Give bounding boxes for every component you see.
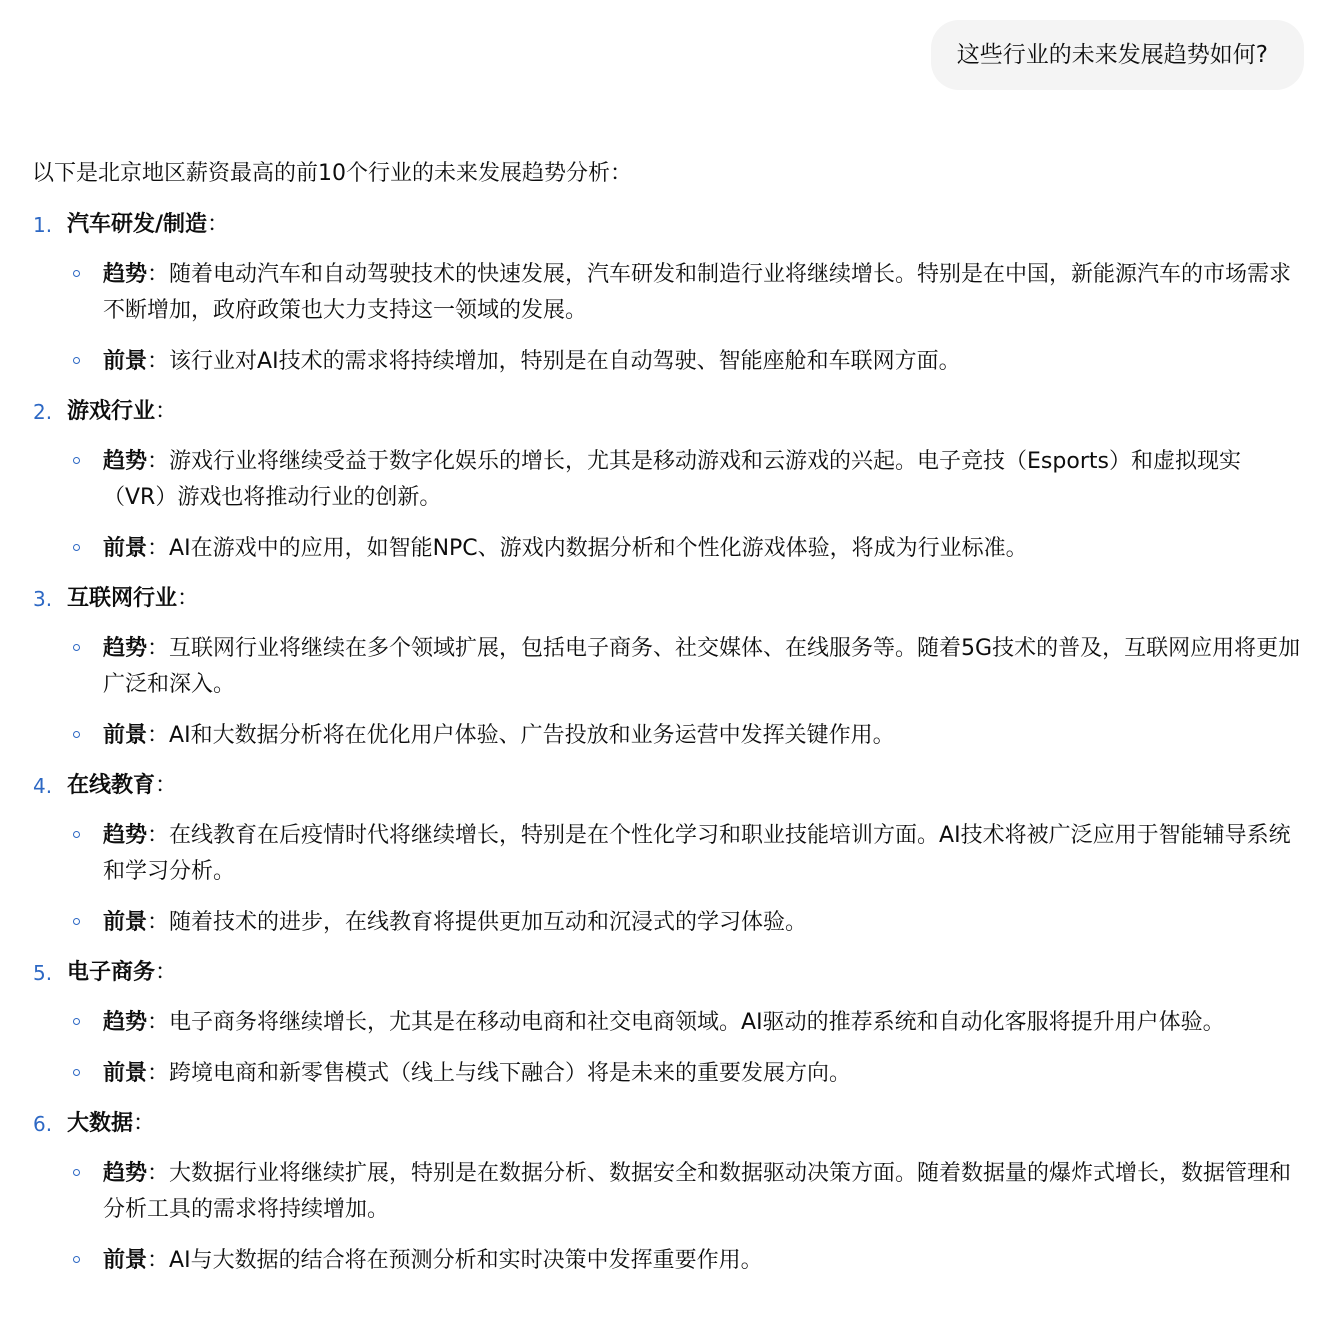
point-text: AI和大数据分析将在优化用户体验、广告投放和业务运营中发挥关键作用。 <box>169 723 895 748</box>
point-text: 互联网行业将继续在多个领域扩展，包括电子商务、社交媒体、在线服务等。随着5G技术的普及，互联网应用将更加广泛和深入。 <box>103 636 1301 697</box>
industry-item <box>32 580 1304 754</box>
bullet-circle-icon <box>73 357 80 364</box>
list-number: 2. <box>33 400 53 424</box>
point-separator: ： <box>147 1161 170 1186</box>
heading-colon: ： <box>177 586 200 611</box>
heading-colon: ： <box>207 212 230 237</box>
industry-points <box>32 257 1304 380</box>
bullet-circle-icon <box>73 918 80 925</box>
point-separator: ： <box>147 449 170 474</box>
industry-item <box>32 393 1304 567</box>
trend-point <box>32 1156 1304 1228</box>
list-number: 1. <box>33 213 53 237</box>
outlook-point <box>32 344 1304 380</box>
point-label: 趋势 <box>103 636 148 661</box>
point-label: 趋势 <box>103 1161 148 1186</box>
industry-heading <box>32 393 1304 431</box>
industry-title: 大数据 <box>67 1111 134 1136</box>
list-number: 5. <box>33 961 53 985</box>
point-text: 随着电动汽车和自动驾驶技术的快速发展，汽车研发和制造行业将继续增长。特别是在中国，新能源汽车的市场需求不断增加，政府政策也大力支持这一领域的发展。 <box>103 262 1292 323</box>
industry-title: 汽车研发/制造 <box>67 212 208 237</box>
bullet-circle-icon <box>73 457 80 464</box>
industry-heading <box>32 767 1304 805</box>
trend-point <box>32 444 1304 516</box>
point-separator: ： <box>147 823 170 848</box>
user-message-bubble <box>931 20 1304 90</box>
industry-title: 游戏行业 <box>67 399 156 424</box>
point-separator: ： <box>147 262 170 287</box>
assistant-response <box>32 155 1304 1292</box>
list-number: 4. <box>33 774 53 798</box>
heading-colon: ： <box>155 960 178 985</box>
list-number: 6. <box>33 1112 53 1136</box>
heading-colon: ： <box>155 399 178 424</box>
point-label: 趋势 <box>103 823 148 848</box>
bullet-circle-icon <box>73 1169 80 1176</box>
trend-point <box>32 1005 1304 1041</box>
bullet-circle-icon <box>73 731 80 738</box>
point-label: 趋势 <box>103 262 148 287</box>
outlook-point <box>32 1056 1304 1092</box>
heading-colon: ： <box>133 1111 156 1136</box>
point-label: 前景 <box>103 536 148 561</box>
outlook-point <box>32 905 1304 941</box>
response-intro: 以下是北京地区薪资最高的前10个行业的未来发展趋势分析： <box>32 161 632 186</box>
industry-heading <box>32 1105 1304 1143</box>
list-number: 3. <box>33 587 53 611</box>
outlook-point <box>32 1243 1304 1279</box>
point-label: 前景 <box>103 910 148 935</box>
trend-point <box>32 257 1304 329</box>
industry-item <box>32 1105 1304 1279</box>
industry-points <box>32 818 1304 941</box>
point-label: 趋势 <box>103 1010 148 1035</box>
industry-item <box>32 206 1304 380</box>
industry-points <box>32 631 1304 754</box>
bullet-circle-icon <box>73 1256 80 1263</box>
bullet-circle-icon <box>73 1018 80 1025</box>
point-separator: ： <box>147 349 170 374</box>
point-label: 前景 <box>103 1248 148 1273</box>
point-separator: ： <box>147 1061 170 1086</box>
industry-heading <box>32 580 1304 618</box>
trend-point <box>32 631 1304 703</box>
point-separator: ： <box>147 536 170 561</box>
industry-heading <box>32 954 1304 992</box>
industry-list <box>32 206 1304 1279</box>
point-label: 前景 <box>103 349 148 374</box>
bullet-circle-icon <box>73 831 80 838</box>
point-text: AI在游戏中的应用，如智能NPC、游戏内数据分析和个性化游戏体验，将成为行业标准。 <box>169 536 1028 561</box>
point-text: 随着技术的进步，在线教育将提供更加互动和沉浸式的学习体验。 <box>169 910 808 935</box>
industry-points <box>32 444 1304 567</box>
point-separator: ： <box>147 1010 170 1035</box>
industry-title: 电子商务 <box>67 960 156 985</box>
point-label: 趋势 <box>103 449 148 474</box>
point-separator: ： <box>147 636 170 661</box>
bullet-circle-icon <box>73 644 80 651</box>
point-separator: ： <box>147 723 170 748</box>
point-separator: ： <box>147 1248 170 1273</box>
industry-item <box>32 954 1304 1092</box>
outlook-point <box>32 531 1304 567</box>
point-separator: ： <box>147 910 170 935</box>
bullet-circle-icon <box>73 544 80 551</box>
point-text: 该行业对AI技术的需求将持续增加，特别是在自动驾驶、智能座舱和车联网方面。 <box>169 349 961 374</box>
point-text: 电子商务将继续增长，尤其是在移动电商和社交电商领域。AI驱动的推荐系统和自动化客服将提升用户体验。 <box>169 1010 1225 1035</box>
bullet-circle-icon <box>73 270 80 277</box>
point-text: 在线教育在后疫情时代将继续增长，特别是在个性化学习和职业技能培训方面。AI技术将被广泛应用于智能辅导系统和学习分析。 <box>103 823 1291 884</box>
outlook-point <box>32 718 1304 754</box>
heading-colon: ： <box>155 773 178 798</box>
industry-title: 互联网行业 <box>67 586 178 611</box>
point-text: 跨境电商和新零售模式（线上与线下融合）将是未来的重要发展方向。 <box>169 1061 852 1086</box>
point-label: 前景 <box>103 723 148 748</box>
industry-item <box>32 767 1304 941</box>
industry-points <box>32 1005 1304 1092</box>
point-text: AI与大数据的结合将在预测分析和实时决策中发挥重要作用。 <box>169 1248 763 1273</box>
point-text: 大数据行业将继续扩展，特别是在数据分析、数据安全和数据驱动决策方面。随着数据量的爆炸式增长，数据管理和分析工具的需求将持续增加。 <box>103 1161 1292 1222</box>
industry-title: 在线教育 <box>67 773 156 798</box>
trend-point <box>32 818 1304 890</box>
user-message-text: 这些行业的未来发展趋势如何? <box>956 42 1268 68</box>
point-label: 前景 <box>103 1061 148 1086</box>
bullet-circle-icon <box>73 1069 80 1076</box>
industry-points <box>32 1156 1304 1279</box>
point-text: 游戏行业将继续受益于数字化娱乐的增长，尤其是移动游戏和云游戏的兴起。电子竞技（Esports）和虚拟现实（VR）游戏也将推动行业的创新。 <box>103 449 1241 510</box>
industry-heading <box>32 206 1304 244</box>
